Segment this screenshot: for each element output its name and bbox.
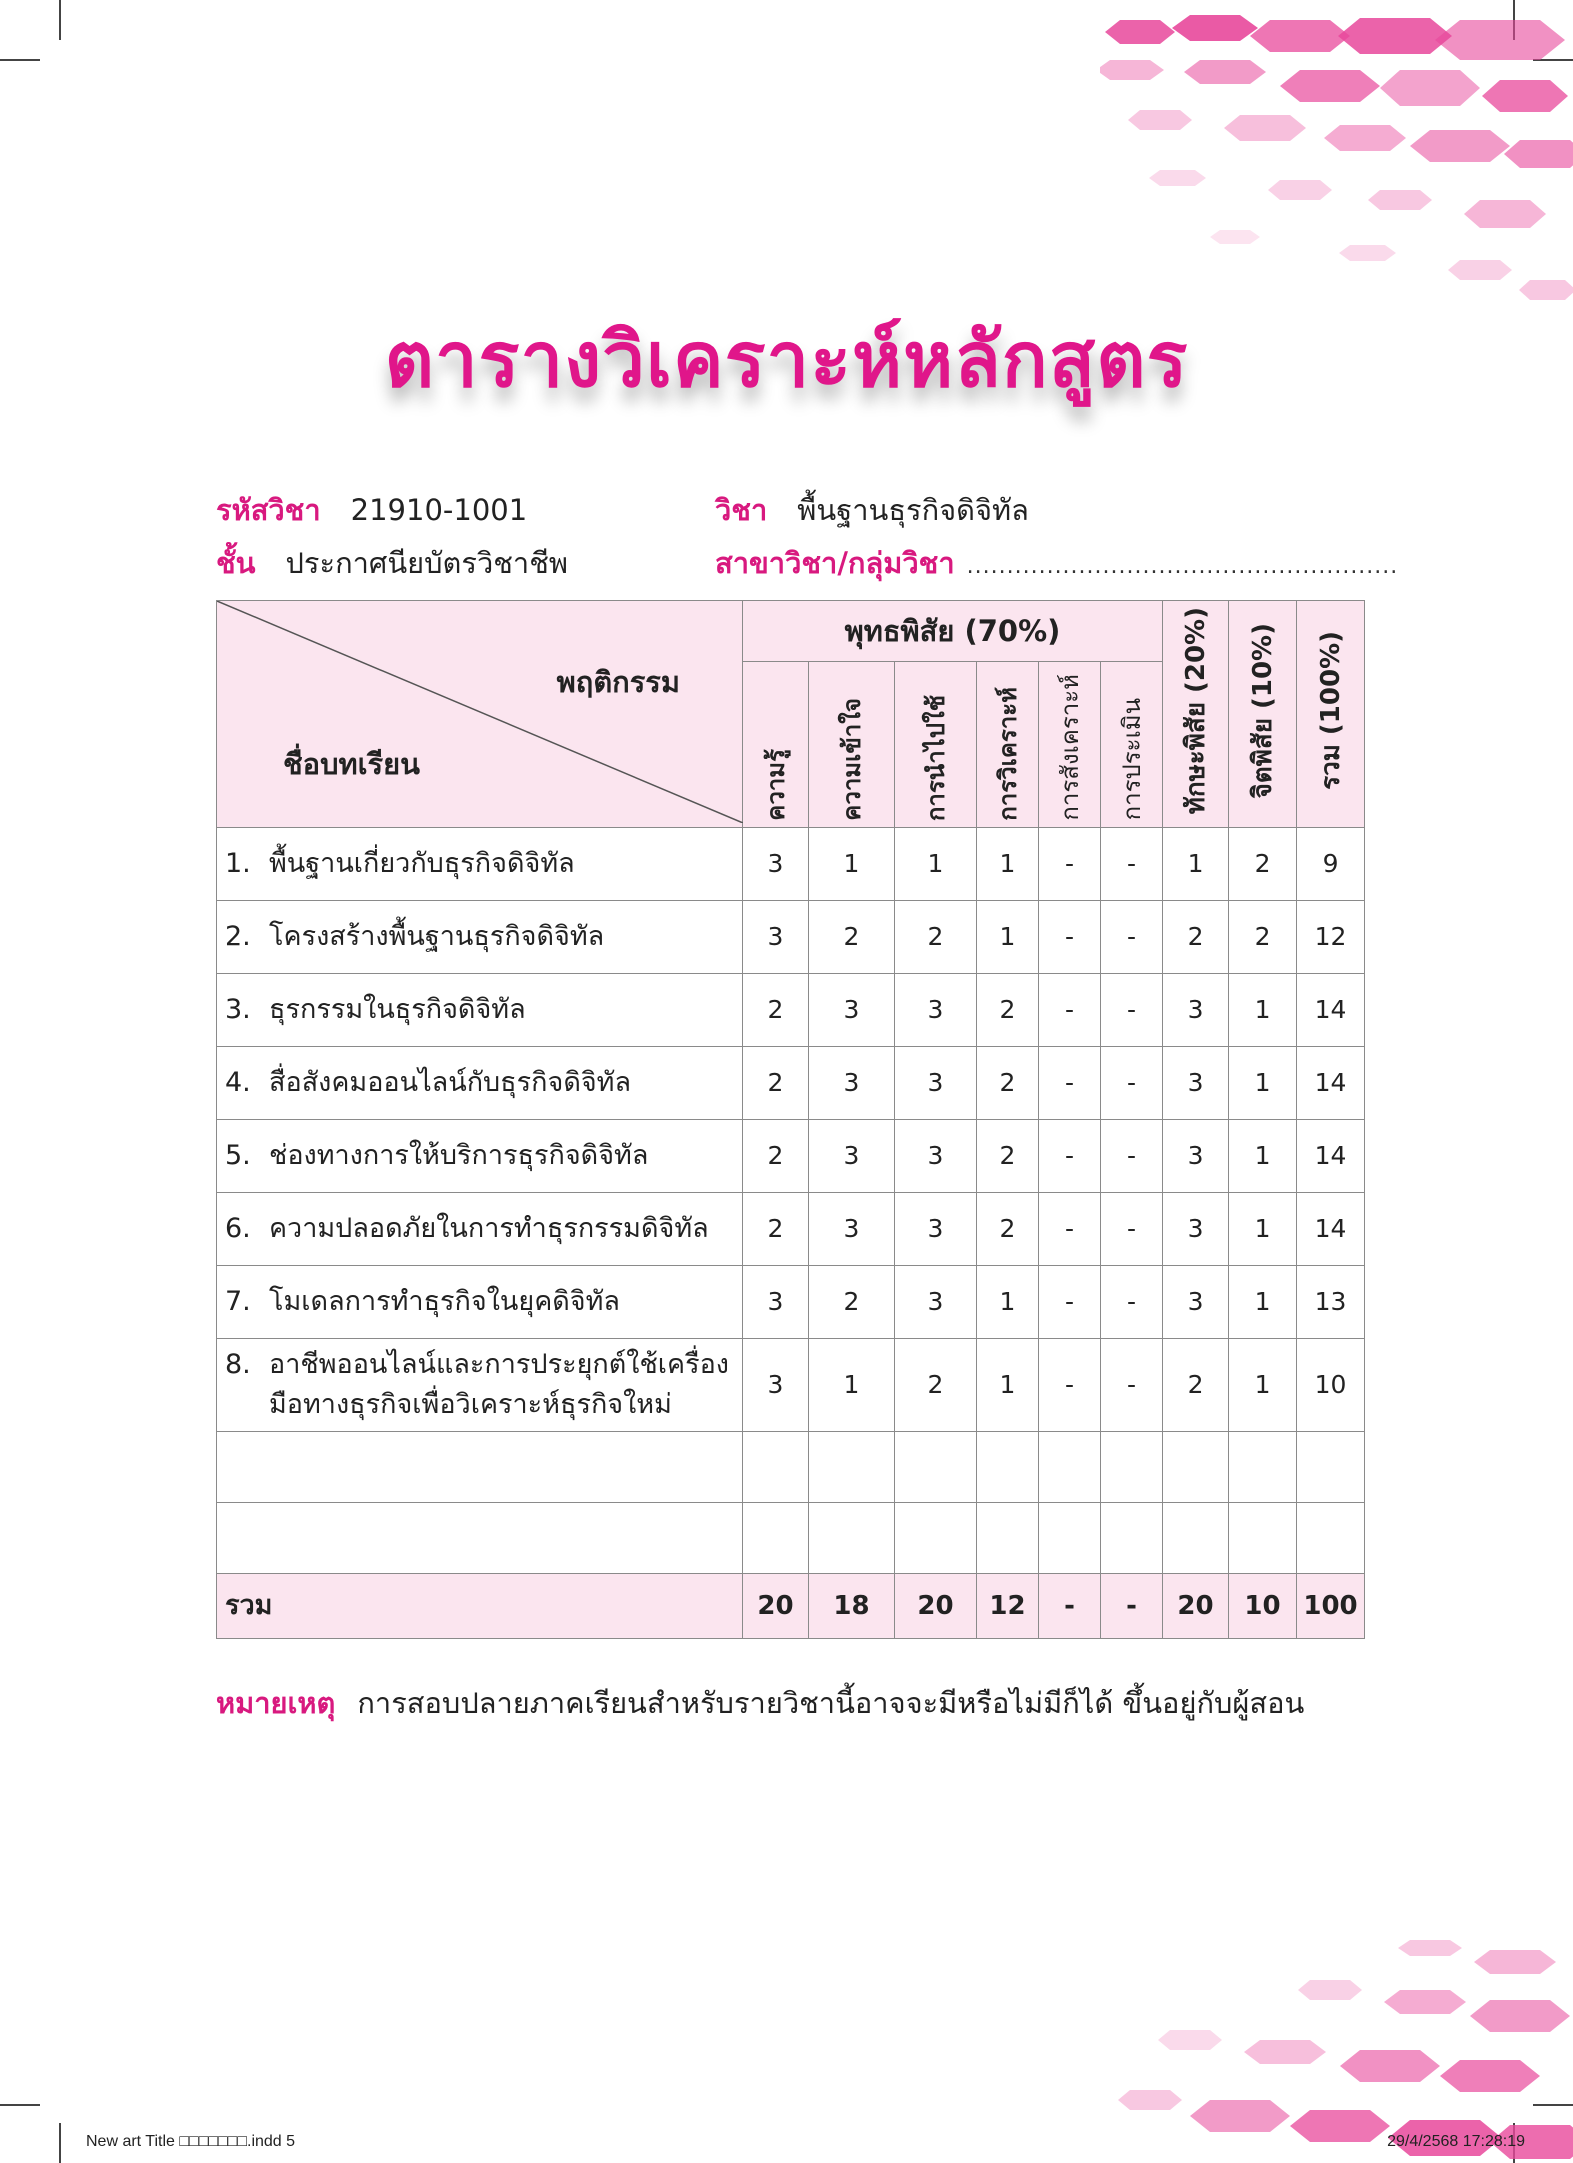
lesson-name-cell: 2. โครงสร้างพื้นฐานธุรกิจดิจิทัล [217, 900, 743, 973]
value-cell: 14 [1297, 1119, 1365, 1192]
value-cell: 1 [1229, 1192, 1297, 1265]
table-row [217, 973, 1365, 1046]
value-cell: 1 [977, 1338, 1039, 1431]
value-cell: - [1039, 1338, 1101, 1431]
lesson-name-cell: 3. ธุรกรรมในธุรกิจดิจิทัล [217, 973, 743, 1046]
value-cell: 9 [1297, 827, 1365, 900]
value-cell: 3 [809, 1192, 895, 1265]
branch-label: สาขาวิชา/กลุ่มวิชา [715, 546, 955, 580]
value-cell: 2 [895, 900, 977, 973]
value-cell: 14 [1297, 1046, 1365, 1119]
value-cell: 3 [895, 973, 977, 1046]
lesson-name-cell: 8. อาชีพออนไลน์และการประยุกต์ใช้เครื่องมือทางธุรกิจเพื่อวิเคราะห์ธุรกิจใหม่ [217, 1338, 743, 1431]
branch-line [715, 543, 1398, 587]
value-cell: - [1101, 1119, 1163, 1192]
value-cell: 1 [977, 1265, 1039, 1338]
value-cell: 3 [1163, 1119, 1229, 1192]
corner-header-cell [217, 601, 743, 828]
branch-value: ...................................................... [966, 554, 1399, 579]
crop-mark [59, 0, 61, 40]
value-cell: - [1101, 973, 1163, 1046]
value-cell: 2 [809, 1265, 895, 1338]
course-name-line [715, 490, 1029, 530]
course-code-label: รหัสวิชา [216, 493, 321, 527]
total-row [217, 1573, 1365, 1638]
total-cell: 20 [743, 1573, 809, 1638]
page-title: ตารางวิเคราะห์หลักสูตร [384, 315, 1189, 404]
value-cell: - [1101, 1046, 1163, 1119]
value-cell: 14 [1297, 1192, 1365, 1265]
table-row [217, 827, 1365, 900]
value-cell: 2 [1163, 900, 1229, 973]
value-cell: - [1101, 1265, 1163, 1338]
value-cell: 2 [977, 1046, 1039, 1119]
value-cell: 2 [977, 973, 1039, 1046]
value-cell: - [1101, 827, 1163, 900]
value-cell: 14 [1297, 973, 1365, 1046]
value-cell: 3 [895, 1046, 977, 1119]
subheader-understanding: ความเข้าใจ [809, 662, 895, 828]
curriculum-analysis-table [216, 600, 1365, 1639]
table-row [217, 900, 1365, 973]
course-name: พื้นฐานธุรกิจดิจิทัล [797, 493, 1029, 527]
value-cell: 3 [743, 1338, 809, 1431]
value-cell: 3 [809, 973, 895, 1046]
empty-row [217, 1431, 1365, 1502]
value-cell: - [1039, 1192, 1101, 1265]
total-label: รวม [217, 1573, 743, 1638]
total-cell: 18 [809, 1573, 895, 1638]
value-cell: 3 [809, 1119, 895, 1192]
empty-row [217, 1502, 1365, 1573]
cognitive-domain-header: พุทธพิสัย (70%) [743, 601, 1163, 662]
value-cell: 2 [1229, 827, 1297, 900]
value-cell: 2 [977, 1192, 1039, 1265]
value-cell: 2 [743, 1119, 809, 1192]
value-cell: - [1101, 900, 1163, 973]
value-cell: 3 [1163, 1192, 1229, 1265]
total-cell: - [1039, 1573, 1101, 1638]
crop-mark [0, 2104, 40, 2106]
value-cell: 3 [1163, 973, 1229, 1046]
value-cell: - [1101, 1192, 1163, 1265]
value-cell: 2 [809, 900, 895, 973]
lesson-name-cell: 4. สื่อสังคมออนไลน์กับธุรกิจดิจิทัล [217, 1046, 743, 1119]
value-cell: - [1039, 1265, 1101, 1338]
course-name-label: วิชา [715, 493, 768, 527]
value-cell: 1 [977, 827, 1039, 900]
lesson-name-cell: 5. ช่องทางการให้บริการธุรกิจดิจิทัล [217, 1119, 743, 1192]
decorative-hexagon-pattern [1110, 1930, 1573, 2163]
level-line [216, 543, 568, 583]
value-cell: - [1039, 973, 1101, 1046]
value-cell: 2 [1163, 1338, 1229, 1431]
value-cell: 1 [1229, 1046, 1297, 1119]
note-label: หมายเหตุ [216, 1686, 336, 1720]
value-cell: 1 [1229, 973, 1297, 1046]
value-cell: 3 [743, 900, 809, 973]
table-row [217, 1265, 1365, 1338]
decorative-hexagon-pattern [1100, 0, 1573, 320]
value-cell: 2 [743, 1192, 809, 1265]
value-cell: 2 [743, 1046, 809, 1119]
subheader-analysis: การวิเคราะห์ [977, 662, 1039, 828]
value-cell: 13 [1297, 1265, 1365, 1338]
level-label: ชั้น [216, 546, 256, 580]
value-cell: 1 [809, 1338, 895, 1431]
crop-mark [59, 2123, 61, 2163]
table-row [217, 1046, 1365, 1119]
value-cell: 3 [809, 1046, 895, 1119]
level-value: ประกาศนียบัตรวิชาชีพ [285, 546, 569, 580]
total-cell: 20 [895, 1573, 977, 1638]
affective-header: จิตพิสัย (10%) [1229, 601, 1297, 828]
value-cell: 3 [1163, 1265, 1229, 1338]
footer-datetime: 29/4/2568 17:28:19 [1387, 2133, 1525, 2150]
total-cell: 10 [1229, 1573, 1297, 1638]
subheader-evaluation: การประเมิน [1101, 662, 1163, 828]
value-cell: 1 [1229, 1119, 1297, 1192]
course-code-line [216, 490, 527, 530]
total-cell: - [1101, 1573, 1163, 1638]
value-cell: 3 [743, 827, 809, 900]
subheader-knowledge: ความรู้ [743, 662, 809, 828]
lesson-name-cell: 6. ความปลอดภัยในการทำธุรกรรมดิจิทัล [217, 1192, 743, 1265]
course-code: 21910-1001 [350, 493, 528, 527]
footer-file: New art Title □□□□□□□.indd 5 [86, 2133, 296, 2150]
table-row [217, 1192, 1365, 1265]
value-cell: 1 [1229, 1338, 1297, 1431]
behavior-header: พฤติกรรม [556, 665, 680, 699]
value-cell: 1 [809, 827, 895, 900]
value-cell: 1 [1163, 827, 1229, 900]
subheader-synthesis: การสังเคราะห์ [1039, 662, 1101, 828]
lessons-header: ชื่อบทเรียน [283, 747, 420, 781]
value-cell: 12 [1297, 900, 1365, 973]
value-cell: 10 [1297, 1338, 1365, 1431]
value-cell: - [1039, 827, 1101, 900]
value-cell: 2 [977, 1119, 1039, 1192]
value-cell: 3 [895, 1192, 977, 1265]
value-cell: - [1039, 900, 1101, 973]
total-cell: 12 [977, 1573, 1039, 1638]
lesson-name-cell: 7. โมเดลการทำธุรกิจในยุคดิจิทัล [217, 1265, 743, 1338]
value-cell: 3 [895, 1119, 977, 1192]
value-cell: - [1101, 1338, 1163, 1431]
value-cell: 2 [895, 1338, 977, 1431]
lesson-name-cell: 1. พื้นฐานเกี่ยวกับธุรกิจดิจิทัล [217, 827, 743, 900]
note-text: การสอบปลายภาคเรียนสำหรับรายวิชานี้อาจจะมีหรือไม่มีก็ได้ ขึ้นอยู่กับผู้สอน [357, 1686, 1305, 1720]
value-cell: 1 [895, 827, 977, 900]
total-cell: 20 [1163, 1573, 1229, 1638]
value-cell: 1 [1229, 1265, 1297, 1338]
total-header: รวม (100%) [1297, 601, 1365, 828]
subheader-application: การนำไปใช้ [895, 662, 977, 828]
total-cell: 100 [1297, 1573, 1365, 1638]
value-cell: 1 [977, 900, 1039, 973]
value-cell: 2 [743, 973, 809, 1046]
value-cell: 3 [1163, 1046, 1229, 1119]
value-cell: - [1039, 1119, 1101, 1192]
value-cell: 3 [895, 1265, 977, 1338]
value-cell: 3 [743, 1265, 809, 1338]
diagonal-divider [217, 601, 743, 823]
psychomotor-header: ทักษะพิสัย (20%) [1163, 601, 1229, 828]
note [216, 1680, 1304, 1726]
crop-mark [0, 59, 40, 61]
table-row [217, 1119, 1365, 1192]
value-cell: 2 [1229, 900, 1297, 973]
table-row [217, 1338, 1365, 1431]
value-cell: - [1039, 1046, 1101, 1119]
